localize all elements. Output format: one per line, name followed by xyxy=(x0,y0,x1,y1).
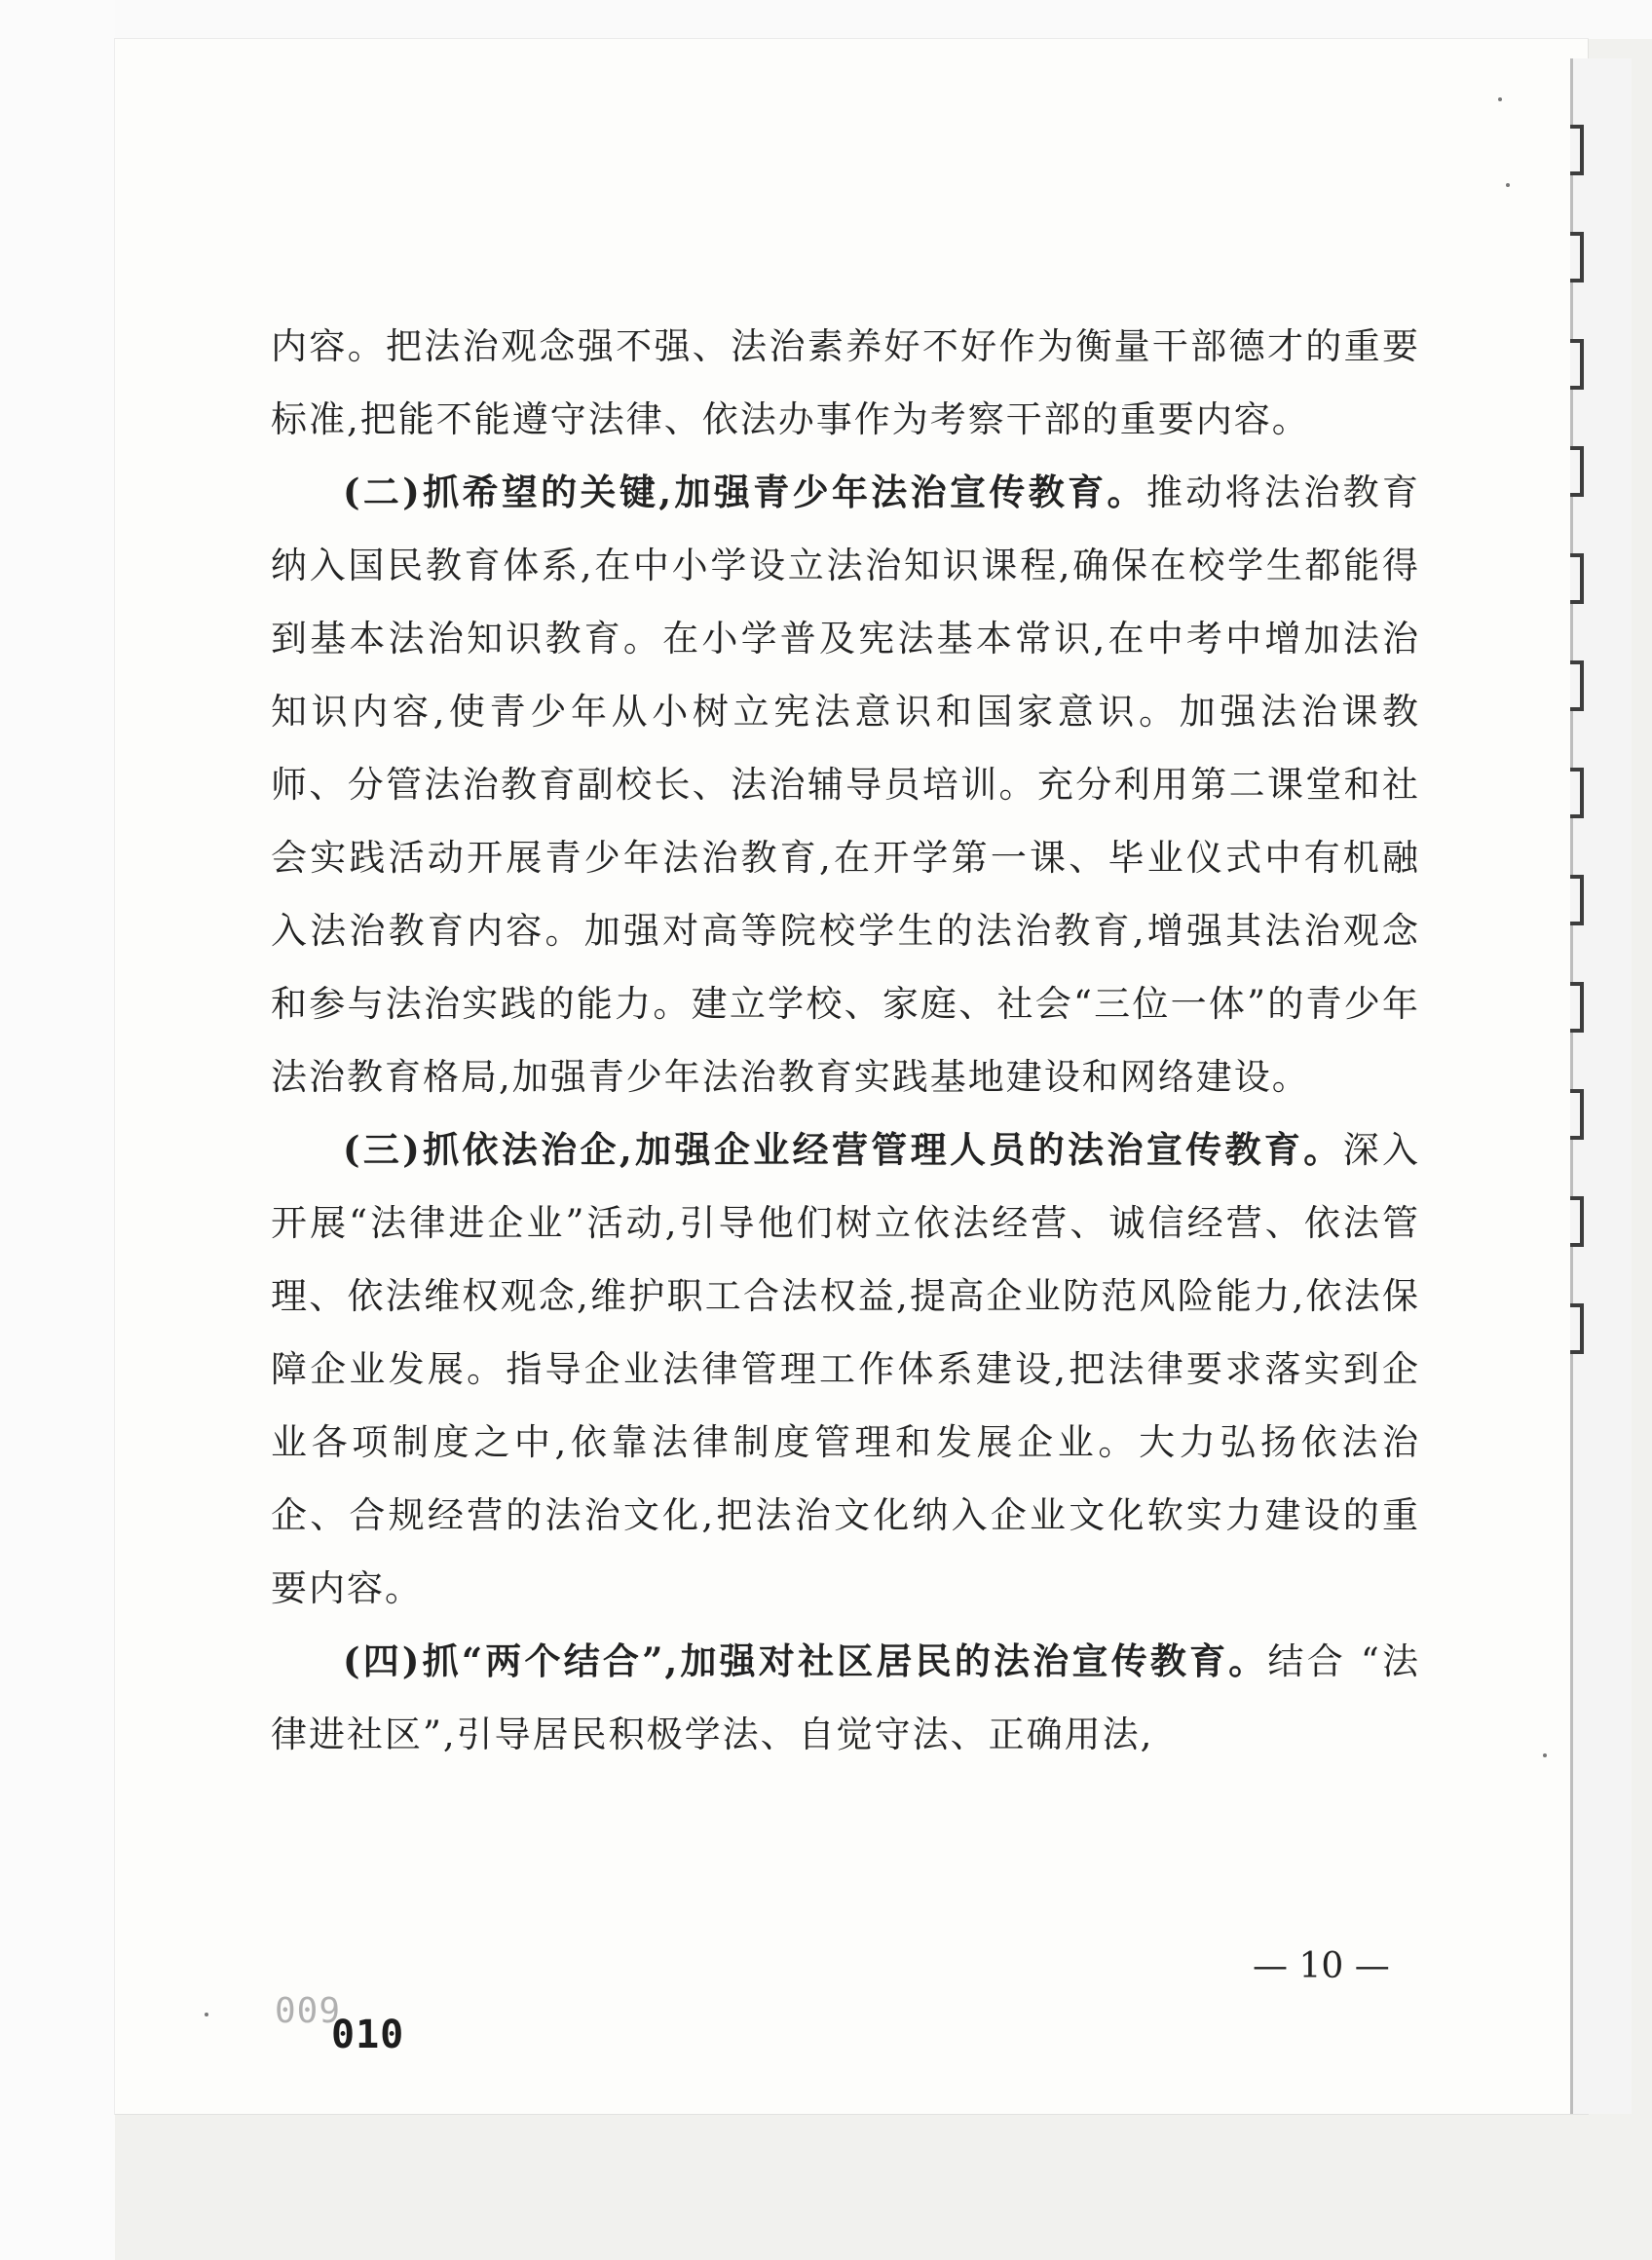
paragraph-4 xyxy=(271,1625,1420,1771)
binding-tab xyxy=(1570,446,1584,497)
page-number: — 10 — xyxy=(1253,1946,1390,1986)
binding-tab xyxy=(1570,1303,1584,1354)
paragraph-2 xyxy=(271,456,1420,1113)
binding-tab xyxy=(1570,875,1584,925)
paragraph-body: 结合 “法律进社区”,引导居民积极学法、自觉守法、正确用法, xyxy=(271,1640,1420,1755)
binding-tab xyxy=(1570,660,1584,711)
binding-tab xyxy=(1570,553,1584,604)
body-text xyxy=(271,310,1420,1771)
binding-tab xyxy=(1570,125,1584,175)
paragraph-body: 深入开展“法律进企业”活动,引导他们树立依法经营、诚信经营、依法管理、依法维权观念,维护职工合法权益,提高企业防范风险能力,依法保障企业发展。指导企业法律管理工作体系建设,把法律要求落实到企业各项制度之中,依靠法律制度管理和发展企业。大力弘扬依法治企、合规经营的法治文化,把法治文化纳入企业文化软实力建设的重要内容。 xyxy=(271,1129,1421,1609)
scan-background-top xyxy=(0,0,1652,39)
scan-speck xyxy=(205,2013,208,2016)
paragraph-body: 内容。把法治观念强不强、法治素养好不好作为衡量干部德才的重要标准,把能不能遵守法律、依法办事作为考察干部的重要内容。 xyxy=(271,325,1420,440)
page-stamp-faint: 009 xyxy=(275,1991,342,2031)
binding-tab xyxy=(1570,339,1584,390)
paragraph-body: 推动将法治教育纳入国民教育体系,在中小学设立法治知识课程,确保在校学生都能得到基本法治知识教育。在小学普及宪法基本常识,在中考中增加法治知识内容,使青少年从小树立宪法意识和国家意识。加强法治课教师、分管法治教育副校长、法治辅导员培训。充分利用第二课堂和社会实践活动开展青少年法治教育,在开学第一课、毕业仪式中有机融入法治教育内容。加强对高等院校学生的法治教育,增强其法治观念和参与法治实践的能力。建立学校、家庭、社会“三位一体”的青少年法治教育格局,加强青少年法治教育实践基地建设和网络建设。 xyxy=(271,471,1420,1098)
paragraph-1 xyxy=(271,310,1420,456)
paragraph-heading: (四)抓“两个结合”,加强对社区居民的法治宣传教育。 xyxy=(343,1639,1268,1682)
binding-tab xyxy=(1570,982,1584,1033)
binding-tab xyxy=(1570,768,1584,818)
paragraph-3 xyxy=(271,1113,1420,1625)
scan-speck xyxy=(1506,183,1510,187)
scan-speck xyxy=(1498,97,1502,101)
scan-background-left xyxy=(0,0,115,2260)
page-stamp: 010 xyxy=(331,2013,405,2057)
paragraph-heading: (二)抓希望的关键,加强青少年法治宣传教育。 xyxy=(343,471,1146,513)
binding-tab xyxy=(1570,1196,1584,1247)
paragraph-heading: (三)抓依法治企,加强企业经营管理人员的法治宣传教育。 xyxy=(343,1128,1343,1171)
scan-speck xyxy=(1543,1753,1547,1757)
binding-tab xyxy=(1570,232,1584,282)
binding-tab xyxy=(1570,1089,1584,1140)
